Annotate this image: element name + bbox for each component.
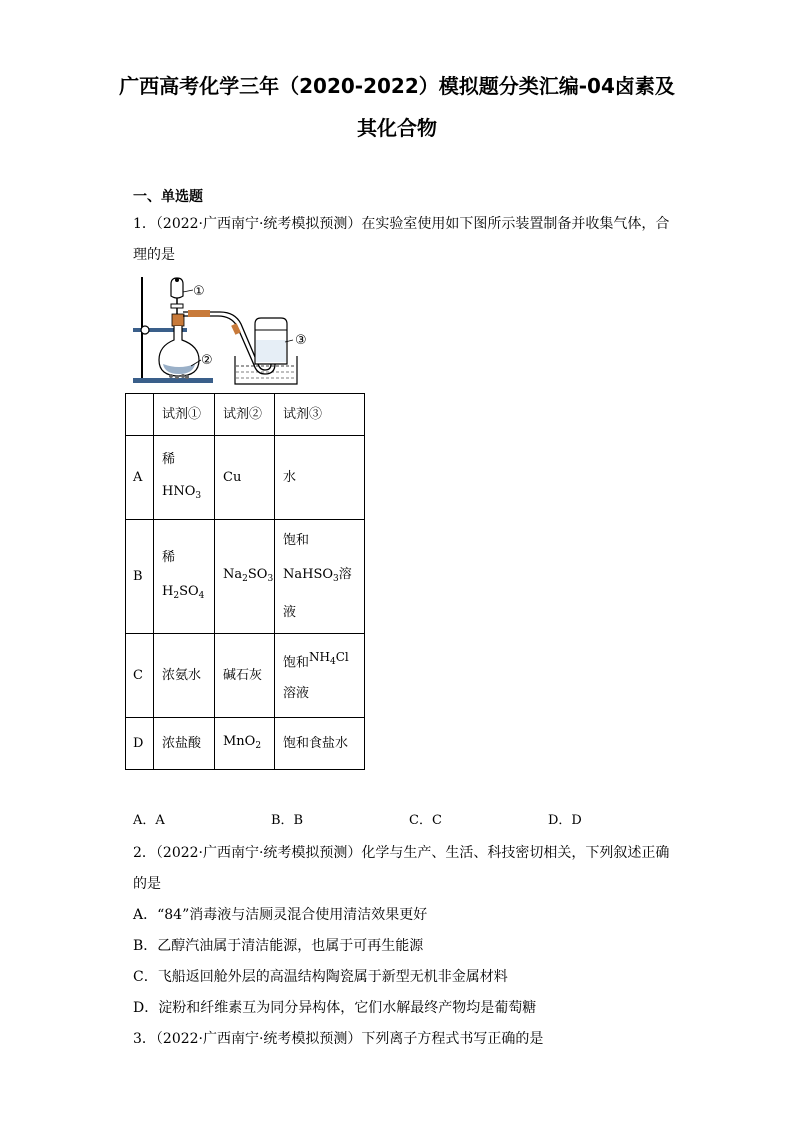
cell: MnO$_2$ xyxy=(215,718,275,770)
cell: 稀 $HNO_3$ xyxy=(154,436,215,520)
cell: 饱和食盐水 xyxy=(275,718,365,770)
q1-option-d: D．D xyxy=(548,813,582,828)
stopper xyxy=(172,314,184,326)
table-row xyxy=(126,436,365,520)
apparatus-figure xyxy=(125,272,320,387)
label-3: ③ xyxy=(295,333,307,348)
header-cell-empty xyxy=(126,394,154,436)
q2-stem-line1: 2．（2022·广西南宁·统考模拟预测）化学与生产、生活、科技密切相关，下列叙述正确 xyxy=(133,845,670,861)
row-label: A xyxy=(126,436,154,520)
label-2: ② xyxy=(201,353,213,368)
header-reagent-1: 试剂① xyxy=(154,394,215,436)
document-title-line1: 广西高考化学三年（2020-2022）模拟题分类汇编-04卤素及 xyxy=(119,74,675,98)
table-row xyxy=(126,520,365,634)
header-reagent-2: 试剂② xyxy=(215,394,275,436)
cell: 浓盐酸 xyxy=(154,718,215,770)
section-heading: 一、单选题 xyxy=(133,189,203,205)
q2-stem-line2: 的是 xyxy=(133,876,161,892)
table-row xyxy=(126,634,365,718)
q2-option-c: C．飞船返回舱外层的高温结构陶瓷属于新型无机非金属材料 xyxy=(133,969,508,985)
reagent-table xyxy=(125,393,365,770)
label-1: ① xyxy=(193,284,205,299)
table-header-row xyxy=(126,394,365,436)
cell: 浓氨水 xyxy=(154,634,215,718)
q2-option-a: A．“84”消毒液与洁厕灵混合使用清洁效果更好 xyxy=(133,907,428,923)
q2-option-d: D．淀粉和纤维素互为同分异构体，它们水解最终产物均是葡萄糖 xyxy=(133,1000,537,1016)
cell: 水 xyxy=(275,436,365,520)
q1-option-b: B．B xyxy=(271,813,304,828)
q1-stem-line2: 理的是 xyxy=(133,247,175,263)
header-reagent-3: 试剂③ xyxy=(275,394,365,436)
document-title-line2: 其化合物 xyxy=(357,116,437,140)
row-label: B xyxy=(126,520,154,634)
stand-base xyxy=(133,378,213,383)
cell: Cu xyxy=(215,436,275,520)
q3-stem-line1: 3．（2022·广西南宁·统考模拟预测）下列离子方程式书写正确的是 xyxy=(133,1031,544,1047)
cell: 饱和 NaHSO$_3$溶 液 xyxy=(275,520,365,634)
row-label: C xyxy=(126,634,154,718)
cell: $Na_2SO_3$ xyxy=(215,520,275,634)
q2-option-b: B．乙醇汽油属于清洁能源，也属于可再生能源 xyxy=(133,938,424,954)
row-label: D xyxy=(126,718,154,770)
cell: 饱和$^{NH_4Cl}$ 溶液 xyxy=(275,634,365,718)
q1-stem-line1: 1．（2022·广西南宁·统考模拟预测）在实验室使用如下图所示装置制备并收集气体，合 xyxy=(133,216,670,232)
q1-option-a: A．A xyxy=(133,813,165,828)
cell: 稀 $H_2SO_4$ xyxy=(154,520,215,634)
q1-option-c: C．C xyxy=(409,813,442,828)
cell: 碱石灰 xyxy=(215,634,275,718)
table-row xyxy=(126,718,365,770)
